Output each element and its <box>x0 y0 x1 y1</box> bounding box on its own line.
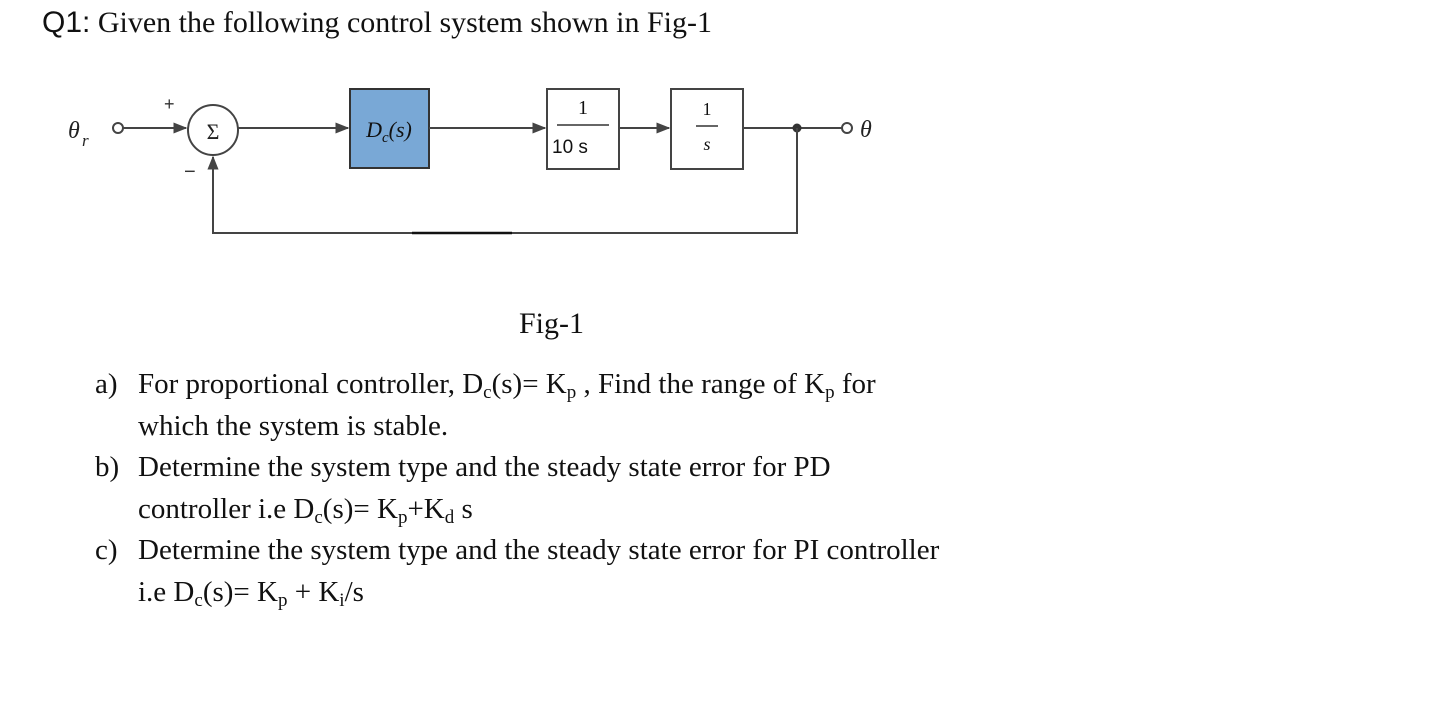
part-b-line-2: controller i.e $D_c(s)= K_p+K_d$ s <box>138 492 473 528</box>
figure-caption: Fig-1 <box>519 307 585 340</box>
plus-sign: + <box>164 94 175 114</box>
part-b-line-1: Determine the system type and the steady state error for PD <box>138 451 831 483</box>
output-label: θ <box>860 117 872 143</box>
part-letter: b) <box>95 451 120 483</box>
part-a-line-1: For proportional controller, $D_c(s)= K_p$ , Find the range of $K_p$ for <box>138 368 876 403</box>
question-number: Q1: <box>42 6 91 39</box>
part-c-line-1: Determine the system type and the steady state error for PI controller <box>138 534 940 566</box>
part-letter: c) <box>95 534 118 566</box>
plant-1-denominator: 10 s <box>552 137 588 158</box>
plant-1-numerator: 1 <box>578 97 588 119</box>
output-terminal <box>842 123 852 133</box>
part-c <box>95 530 939 613</box>
input-subscript: r <box>82 131 89 150</box>
controller-label: $D_c(s)$ <box>366 117 412 146</box>
part-c-line-2: i.e $D_c(s)= K_p + K_i/s$ <box>138 575 364 611</box>
part-a <box>95 364 939 447</box>
summer-symbol: Σ <box>206 119 220 144</box>
question-text: Given the following control system shown in Fig-1 <box>97 6 712 39</box>
part-b <box>95 447 939 530</box>
input-label: θ <box>68 118 80 144</box>
question-parts <box>95 364 939 613</box>
minus-sign: − <box>184 161 196 183</box>
block-diagram <box>0 0 1441 300</box>
part-a-line-2: which the system is stable. <box>138 409 449 442</box>
part-letter: a) <box>95 368 118 400</box>
plant-2-denominator: s <box>703 134 711 154</box>
input-terminal <box>113 123 123 133</box>
plant-2-numerator: 1 <box>702 99 712 119</box>
